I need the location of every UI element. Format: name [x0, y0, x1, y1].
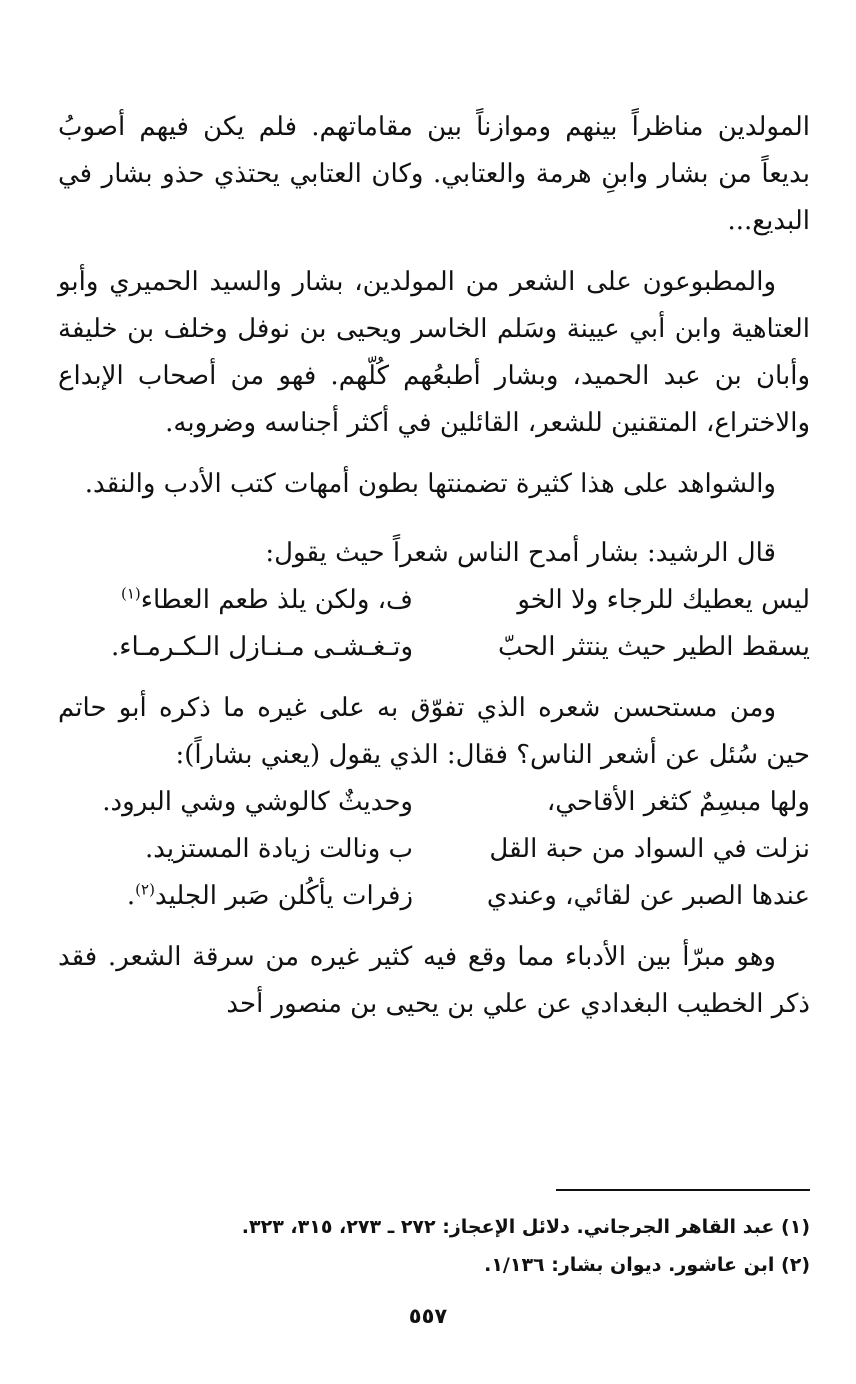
hemistich-second: وحديثٌ كالوشي وشي البرود.: [102, 787, 413, 817]
footnote-marker: (١): [120, 584, 141, 603]
hemistich-second: زفرات يأكُلن صَبر الجليد$^{(٢)}$.: [126, 880, 413, 911]
hemistich-second: وتـغـشـى مـنـازل الـكـرمـاء.: [111, 632, 413, 662]
hemistich-first: نزلت في السواد من حبة القل: [489, 834, 810, 864]
footnote-marker: (٢): [135, 880, 155, 899]
hemistich-second: ب ونالت زيادة المستزيد.: [144, 834, 413, 864]
paragraph-6: وهو مبرّأ بين الأدباء مما وقع فيه كثير غيره من سرقة الشعر. فقد ذكر الخطيب البغدادي عن علي بن يحيى بن منصور أحد: [58, 942, 810, 1019]
verse-line: [58, 624, 810, 671]
hemistich-second: ف، ولكن يلذ طعم العطاء$^{(١)}$: [120, 584, 413, 615]
footnote-2: (٢) ابن عاشور. ديوان بشار: ١/١٣٦.: [484, 1254, 810, 1276]
verse-line: [58, 826, 810, 873]
page-body: [58, 104, 810, 1028]
paragraph-5: ومن مستحسن شعره الذي تفوّق به على غيره ما ذكره أبو حاتم حين سُئل عن أشعر الناس؟ فقال: الذي يقول (يعني بشاراً):: [58, 693, 810, 770]
footnotes: [58, 1208, 810, 1284]
verse-line: [58, 779, 810, 826]
verse-block-1: [58, 577, 810, 671]
hemistich-first: عندها الصبر عن لقائي، وعندي: [486, 881, 810, 911]
paragraph-3: والشواهد على هذا كثيرة تضمنتها بطون أمهات كتب الأدب والنقد.: [84, 469, 776, 499]
paragraph-4: قال الرشيد: بشار أمدح الناس شعراً حيث يقول:: [265, 538, 776, 568]
hemistich-first: ولها مبسِمٌ كثغر الأقاحي،: [546, 787, 810, 817]
verse-line: [58, 577, 810, 624]
hemistich-first: ليس يعطيك للرجاء ولا الخو: [517, 585, 810, 615]
verse-block-2: [58, 779, 810, 920]
verse-line: [58, 873, 810, 920]
hemistich-first: يسقط الطير حيث ينتثر الحبّ: [497, 632, 810, 662]
footnote-1: (١) عبد القاهر الجرجاني. دلائل الإعجاز: ٢٧٢ ـ ٢٧٣، ٣١٥، ٣٢٣.: [241, 1216, 810, 1238]
page-number: ٥٥٧: [408, 1304, 448, 1328]
paragraph-2: والمطبوعون على الشعر من المولدين، بشار والسيد الحميري وأبو العتاهية وابن أبي عيينة وسَلم الخاسر ويحيى بن نوفل وخلف بن خليفة وأبان بن عبد الحميد، وبشار أطبعُهم كُلّهم. فهو من أصحاب الإبداع والاختراع، المتقنين للشعر، القائلين في أكثر أجناسه وضروبه.: [58, 267, 810, 438]
paragraph-1: المولدين مناظراً بينهم وموازناً بين مقاماتهم. فلم يكن فيهم أصوبُ بديعاً من بشار وابنِ هرمة والعتابي. وكان العتابي يحتذي حذو بشار في البديع...: [58, 112, 810, 236]
footnote-divider: [556, 1189, 810, 1191]
